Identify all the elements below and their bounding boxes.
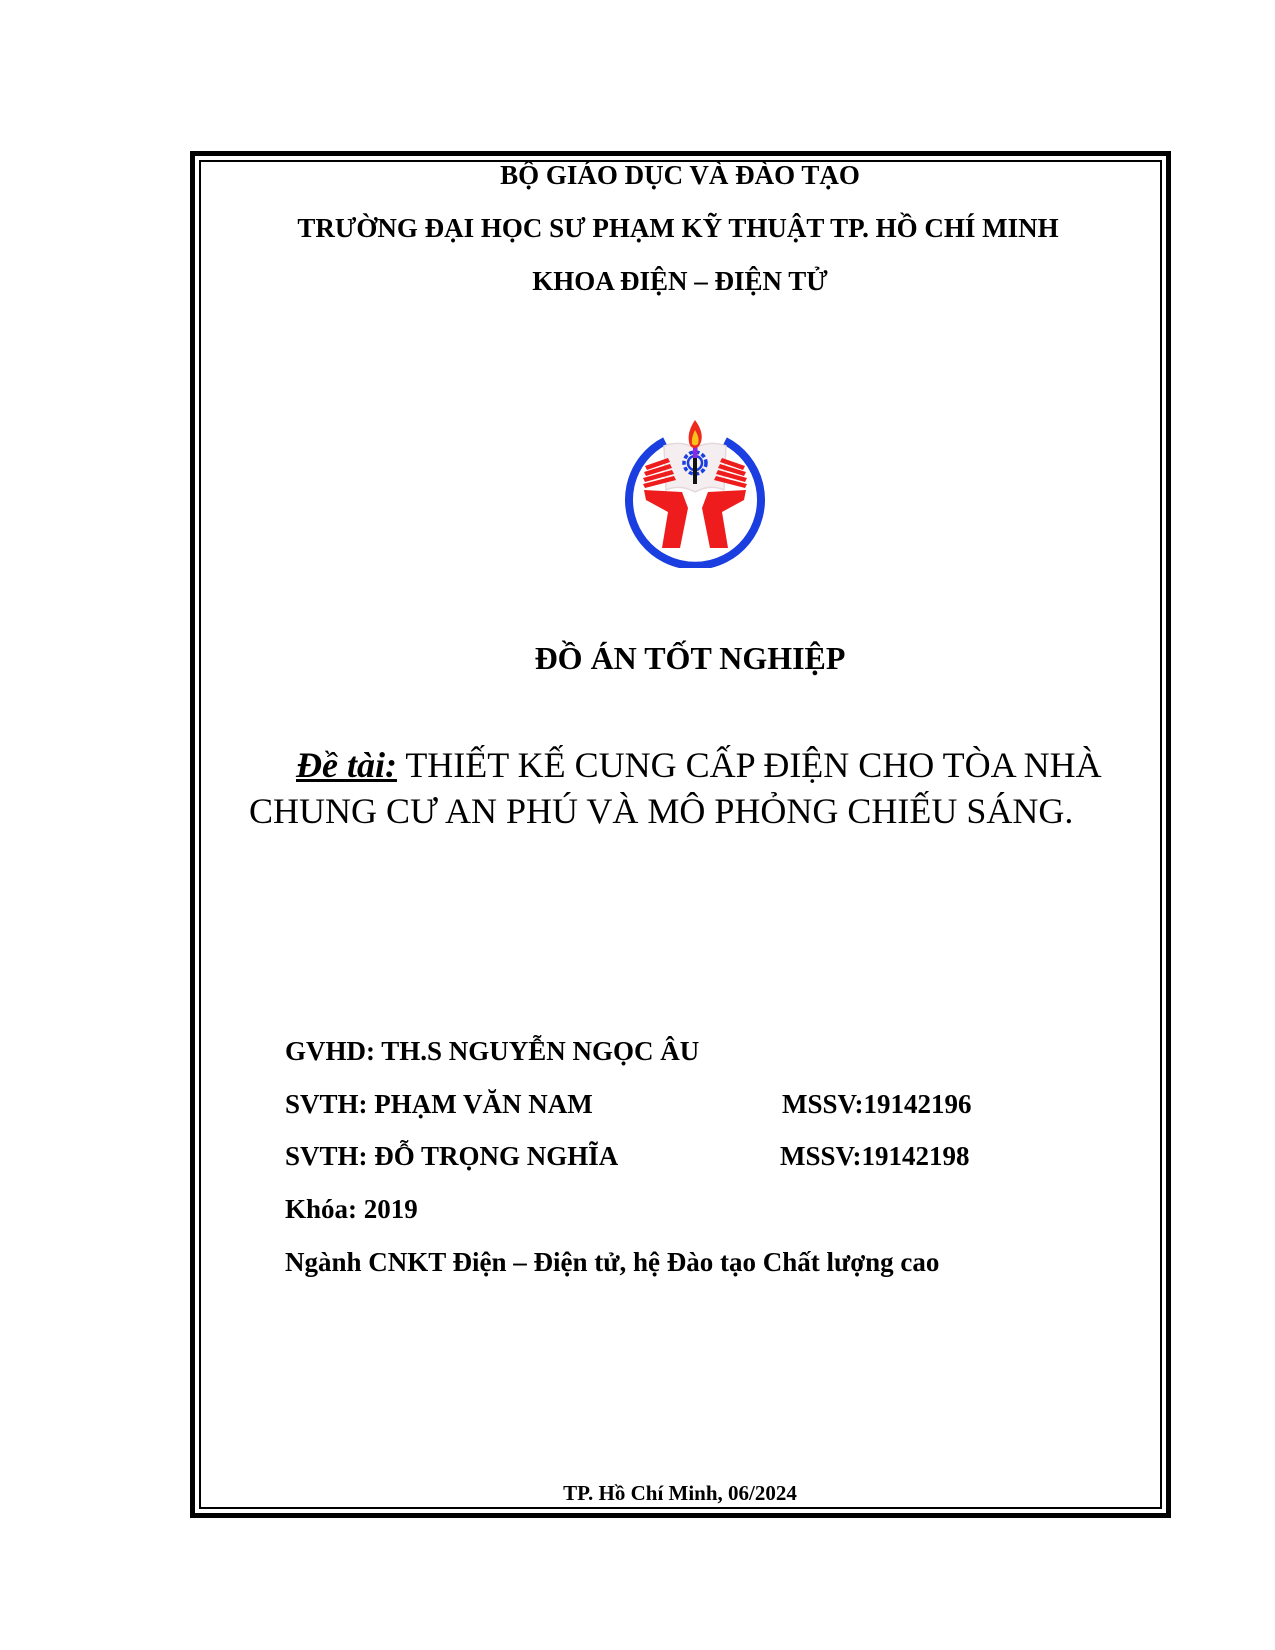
- university-heading: TRƯỜNG ĐẠI HỌC SƯ PHẠM KỸ THUẬT TP. HỒ CHÍ MINH: [297, 213, 1059, 243]
- place-date-footer: TP. Hồ Chí Minh, 06/2024: [563, 1481, 797, 1505]
- advisor-line: GVHD: TH.S NGUYỄN NGỌC ÂU: [285, 1036, 700, 1066]
- document-type-title: ĐỒ ÁN TỐT NGHIỆP: [534, 640, 846, 676]
- major-line: Ngành CNKT Điện – Điện tử, hệ Đào tạo Chất lượng cao: [285, 1247, 940, 1277]
- topic-label: Đề tài:: [296, 745, 397, 785]
- student-2-id: MSSV:19142198: [780, 1141, 970, 1171]
- topic-line-1: [296, 744, 1102, 786]
- faculty-heading: KHOA ĐIỆN – ĐIỆN TỬ: [532, 266, 828, 296]
- university-logo-icon: [620, 408, 770, 568]
- cohort-line: Khóa: 2019: [285, 1194, 418, 1224]
- page-border-inner: [199, 160, 1162, 1509]
- page-border: [190, 151, 1171, 1518]
- topic-text-line-2: CHUNG CƯ AN PHÚ VÀ MÔ PHỎNG CHIẾU SÁNG.: [249, 791, 1074, 831]
- student-1-id: MSSV:19142196: [782, 1089, 972, 1119]
- ministry-heading: BỘ GIÁO DỤC VÀ ĐÀO TẠO: [500, 160, 860, 190]
- topic-text-line-1: THIẾT KẾ CUNG CẤP ĐIỆN CHO TÒA NHÀ: [396, 745, 1102, 785]
- student-1-name: SVTH: PHẠM VĂN NAM: [285, 1089, 593, 1119]
- student-2-name: SVTH: ĐỖ TRỌNG NGHĨA: [285, 1141, 619, 1171]
